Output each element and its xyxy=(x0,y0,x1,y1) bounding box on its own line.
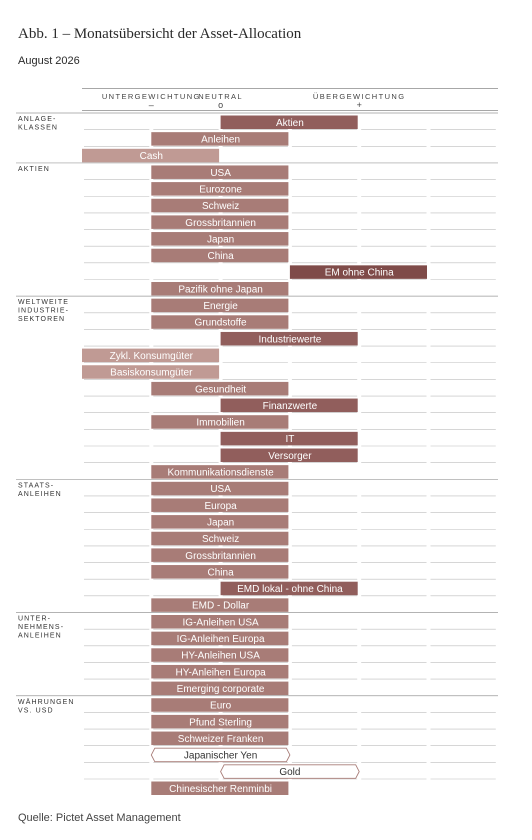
bar-label: HY-Anleihen USA xyxy=(181,650,260,662)
header-underweight-symbol: – xyxy=(148,100,154,110)
bar-label: Chinesischer Renminbi xyxy=(169,783,273,795)
bar-label: Kommunikationsdienste xyxy=(167,467,274,479)
header-underweight-label: UNTERGEWICHTUNG xyxy=(101,92,201,101)
bar-label: EMD - Dollar xyxy=(191,600,250,612)
section-label: SEKTOREN xyxy=(18,316,66,324)
bar-label: EMD lokal - ohne China xyxy=(237,584,343,596)
header-overweight-symbol: + xyxy=(356,100,362,110)
bar-label: Euro xyxy=(210,700,232,712)
bar-label: Immobilien xyxy=(196,417,245,429)
section-label: UNTER- xyxy=(18,615,52,623)
bar-label: Grundstoffe xyxy=(194,317,247,329)
section-label: WELTWEITE xyxy=(18,299,69,307)
section-label: ANLAGE- xyxy=(18,116,57,123)
header-overweight-label: ÜBERGEWICHTUNG xyxy=(312,92,406,101)
bar-label: Schweiz xyxy=(201,534,240,546)
bar-label: Emerging corporate xyxy=(176,683,265,695)
bar-label: Finanzwerte xyxy=(262,400,318,412)
section-label: NEHMENS- xyxy=(18,624,65,631)
bar-label: IT xyxy=(285,434,295,446)
bar-label: Versorger xyxy=(268,450,312,462)
bar-label: China xyxy=(207,567,234,579)
bar-label: Japan xyxy=(206,517,235,529)
bar-label: Zykl. Konsumgüter xyxy=(109,350,193,362)
bar-label: IG-Anleihen Europa xyxy=(176,634,265,645)
section-label: INDUSTRIE- xyxy=(18,307,70,315)
bar-label: HY-Anleihen Europa xyxy=(175,667,266,679)
section-label: ANLEIHEN xyxy=(18,490,62,498)
bar-label: Gold xyxy=(279,767,301,779)
section-label: ANLEIHEN xyxy=(18,632,62,640)
bar-label: Europa xyxy=(204,500,237,512)
bar-label: Schweizer Franken xyxy=(177,733,264,745)
header-neutral-label: NEUTRAL xyxy=(198,92,244,101)
bar-label: Japanischer Yen xyxy=(183,750,258,762)
bar-label: Gesundheit xyxy=(195,384,247,396)
bar-label: Grossbritannien xyxy=(185,217,256,229)
bar-label: EM ohne China xyxy=(324,267,394,279)
section-label: VS. USD xyxy=(18,707,54,715)
section-label: WÄHRUNGEN xyxy=(18,698,75,706)
bar-label: China xyxy=(207,251,234,263)
chart-title: Abb. 1 – Monatsübersicht der Asset-Allocation xyxy=(18,26,302,42)
section-label: AKTIEN xyxy=(18,165,50,173)
section-label: STAATS- xyxy=(18,482,55,490)
section-label: KLASSEN xyxy=(18,124,58,132)
bar-label: Aktien xyxy=(276,117,304,129)
bar-label: USA xyxy=(210,484,231,496)
bar-label: Energie xyxy=(203,301,238,312)
bar-label: Basiskonsumgüter xyxy=(110,367,193,379)
chart-subtitle: August 2026 xyxy=(18,55,80,67)
bar-label: Pfund Sterling xyxy=(189,717,253,729)
bar-label: Cash xyxy=(139,151,163,163)
bar-label: Japan xyxy=(206,234,235,246)
source-note: Quelle: Pictet Asset Management xyxy=(18,812,181,824)
bar-label: Grossbritannien xyxy=(185,550,256,562)
bar-label: Schweiz xyxy=(201,201,240,213)
header-neutral-symbol: o xyxy=(218,100,224,110)
bar-label: IG-Anleihen USA xyxy=(182,617,259,629)
bar-label: Eurozone xyxy=(199,184,243,196)
bar-label: USA xyxy=(210,167,231,179)
bar-label: Anleihen xyxy=(201,134,241,146)
bar-label: Industriewerte xyxy=(258,334,322,346)
bar-label: Pazifik ohne Japan xyxy=(178,284,263,296)
